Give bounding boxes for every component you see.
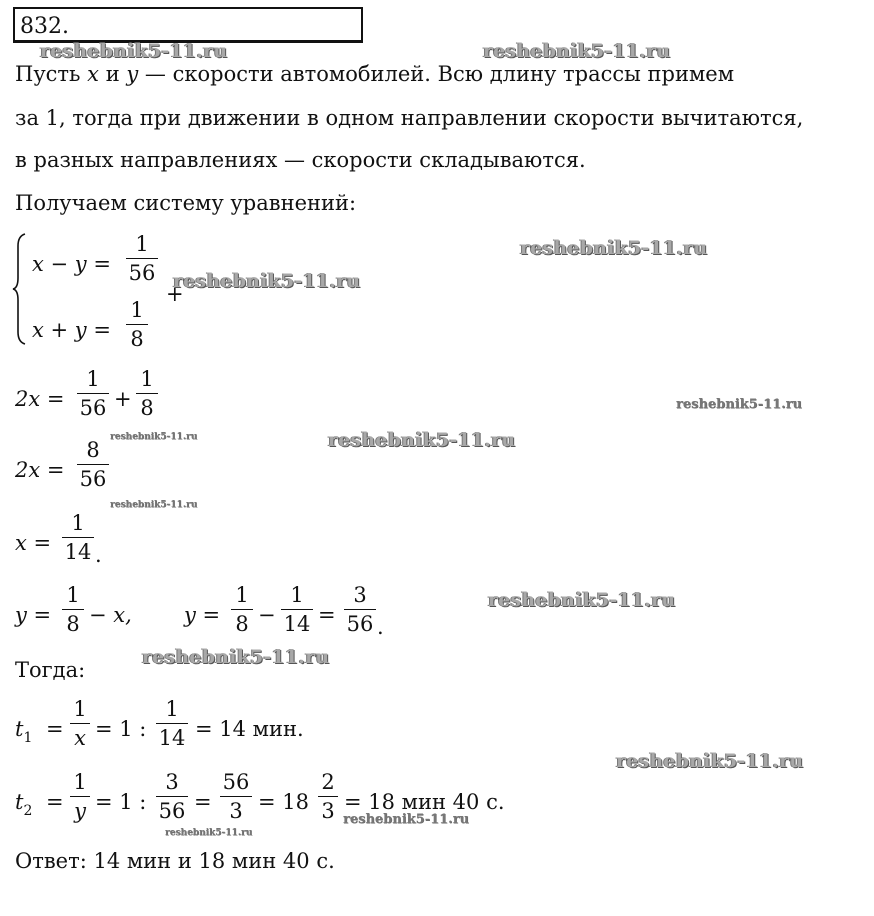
t2-fraction-1 xyxy=(70,772,90,822)
step1-operator: + xyxy=(114,387,132,411)
var-x: x xyxy=(87,62,100,86)
system-eq1-fraction xyxy=(126,234,158,284)
t2-fraction-2 xyxy=(156,772,188,822)
numerator: 3 xyxy=(165,770,179,794)
watermark: reshebnik5-11.ru xyxy=(483,40,671,62)
numerator: 1 xyxy=(235,583,249,607)
denominator: 14 xyxy=(283,612,311,636)
denominator: 8 xyxy=(66,612,80,636)
numerator: 56 xyxy=(222,770,250,794)
problem-number-box xyxy=(13,7,363,43)
t2-result: = 18 мин 40 с. xyxy=(344,790,505,814)
intro-line-2: за 1, тогда при движении в одном направлении скорости вычитаются, xyxy=(15,106,804,130)
watermark: reshebnik5-11.ru xyxy=(40,40,228,62)
step2-fraction xyxy=(77,440,109,490)
step1-fraction-1 xyxy=(77,369,109,419)
t1-middle: = 1 : xyxy=(95,717,147,741)
watermark: reshebnik5-11.ru xyxy=(165,828,253,838)
then-label: Тогда: xyxy=(15,658,86,682)
step4-tail: − x, xyxy=(89,603,132,627)
denominator: 3 xyxy=(321,799,335,823)
denominator: 56 xyxy=(346,612,374,636)
watermark: reshebnik5-11.ru xyxy=(173,270,361,292)
watermark: reshebnik5-11.ru xyxy=(520,237,708,259)
system-plus-sign: + xyxy=(166,282,184,306)
step5-fraction-2 xyxy=(281,585,313,635)
system-eq1-lhs: x − y = xyxy=(32,252,111,276)
intro-line-1 xyxy=(15,64,734,85)
step4-lhs: y = xyxy=(15,603,52,627)
numerator: 3 xyxy=(353,583,367,607)
step5-period: . xyxy=(377,615,384,639)
numerator: 1 xyxy=(86,367,100,391)
denominator: 3 xyxy=(229,799,243,823)
step3-period: . xyxy=(95,543,102,567)
denominator: 8 xyxy=(235,612,249,636)
step5-operator: − xyxy=(258,603,276,627)
denominator: 8 xyxy=(140,396,154,420)
t2-fraction-3 xyxy=(220,772,252,822)
t2-mixed-whole: = 18 xyxy=(258,790,309,814)
watermark: reshebnik5-11.ru xyxy=(343,812,470,827)
numerator: 1 xyxy=(73,697,87,721)
t1-subscript: 1 xyxy=(23,730,33,746)
watermark: reshebnik5-11.ru xyxy=(110,432,198,442)
watermark: reshebnik5-11.ru xyxy=(616,750,804,772)
intro-line-3: в разных направлениях — скорости складываются. xyxy=(15,148,586,172)
step3-lhs: x = xyxy=(15,531,52,555)
step5-fraction-1 xyxy=(231,585,253,635)
t1-fraction-1 xyxy=(70,699,90,749)
numerator: 2 xyxy=(321,770,335,794)
step4-fraction xyxy=(62,585,84,635)
t2-symbol: t xyxy=(15,790,24,814)
step1-lhs: 2x = xyxy=(15,387,65,411)
intro-line-4: Получаем систему уравнений: xyxy=(15,191,357,215)
problem-number: 832. xyxy=(20,14,69,39)
denominator: 56 xyxy=(79,467,107,491)
t2-subscript: 2 xyxy=(23,803,33,819)
denominator: 8 xyxy=(130,327,144,351)
watermark: reshebnik5-11.ru xyxy=(142,646,330,668)
step3-fraction xyxy=(62,513,94,563)
t2-equals-2: = xyxy=(194,790,212,814)
intro-text-b: и xyxy=(99,62,127,86)
t1-lhs xyxy=(15,717,33,746)
step2-lhs: 2x = xyxy=(15,458,65,482)
intro-text-a: Пусть xyxy=(15,62,88,86)
step1-fraction-2 xyxy=(136,369,158,419)
numerator: 1 xyxy=(71,511,85,535)
watermark: reshebnik5-11.ru xyxy=(110,500,198,510)
numerator: 1 xyxy=(140,367,154,391)
step5-fraction-3 xyxy=(344,585,376,635)
step5-equals: = xyxy=(318,603,336,627)
step5-lhs: y = xyxy=(184,603,221,627)
t1-result: = 14 мин. xyxy=(195,717,304,741)
system-brace xyxy=(12,232,26,346)
denominator: 56 xyxy=(128,261,156,285)
numerator: 1 xyxy=(135,232,149,256)
var-y: y xyxy=(126,62,139,86)
denominator: x xyxy=(74,726,86,750)
numerator: 1 xyxy=(130,298,144,322)
system-eq2-fraction xyxy=(126,300,148,350)
numerator: 8 xyxy=(86,438,100,462)
t1-equals: = xyxy=(46,717,64,741)
denominator: 56 xyxy=(158,799,186,823)
numerator: 1 xyxy=(66,583,80,607)
t1-fraction-2 xyxy=(156,699,188,749)
watermark: reshebnik5-11.ru xyxy=(676,397,803,412)
watermark: reshebnik5-11.ru xyxy=(328,429,516,451)
numerator: 1 xyxy=(290,583,304,607)
denominator: y xyxy=(74,799,86,823)
numerator: 1 xyxy=(73,770,87,794)
system-eq2-lhs: x + y = xyxy=(32,318,111,342)
watermark: reshebnik5-11.ru xyxy=(488,589,676,611)
t2-middle: = 1 : xyxy=(95,790,147,814)
denominator: 56 xyxy=(79,396,107,420)
t2-equals: = xyxy=(46,790,64,814)
numerator: 1 xyxy=(165,697,179,721)
answer: Ответ: 14 мин и 18 мин 40 с. xyxy=(15,849,335,873)
intro-text-c: — скорости автомобилей. Всю длину трассы примем xyxy=(138,62,735,86)
denominator: 14 xyxy=(64,540,92,564)
t2-lhs xyxy=(15,790,33,819)
t1-symbol: t xyxy=(15,717,24,741)
denominator: 14 xyxy=(158,726,186,750)
t2-fraction-4 xyxy=(318,772,338,822)
